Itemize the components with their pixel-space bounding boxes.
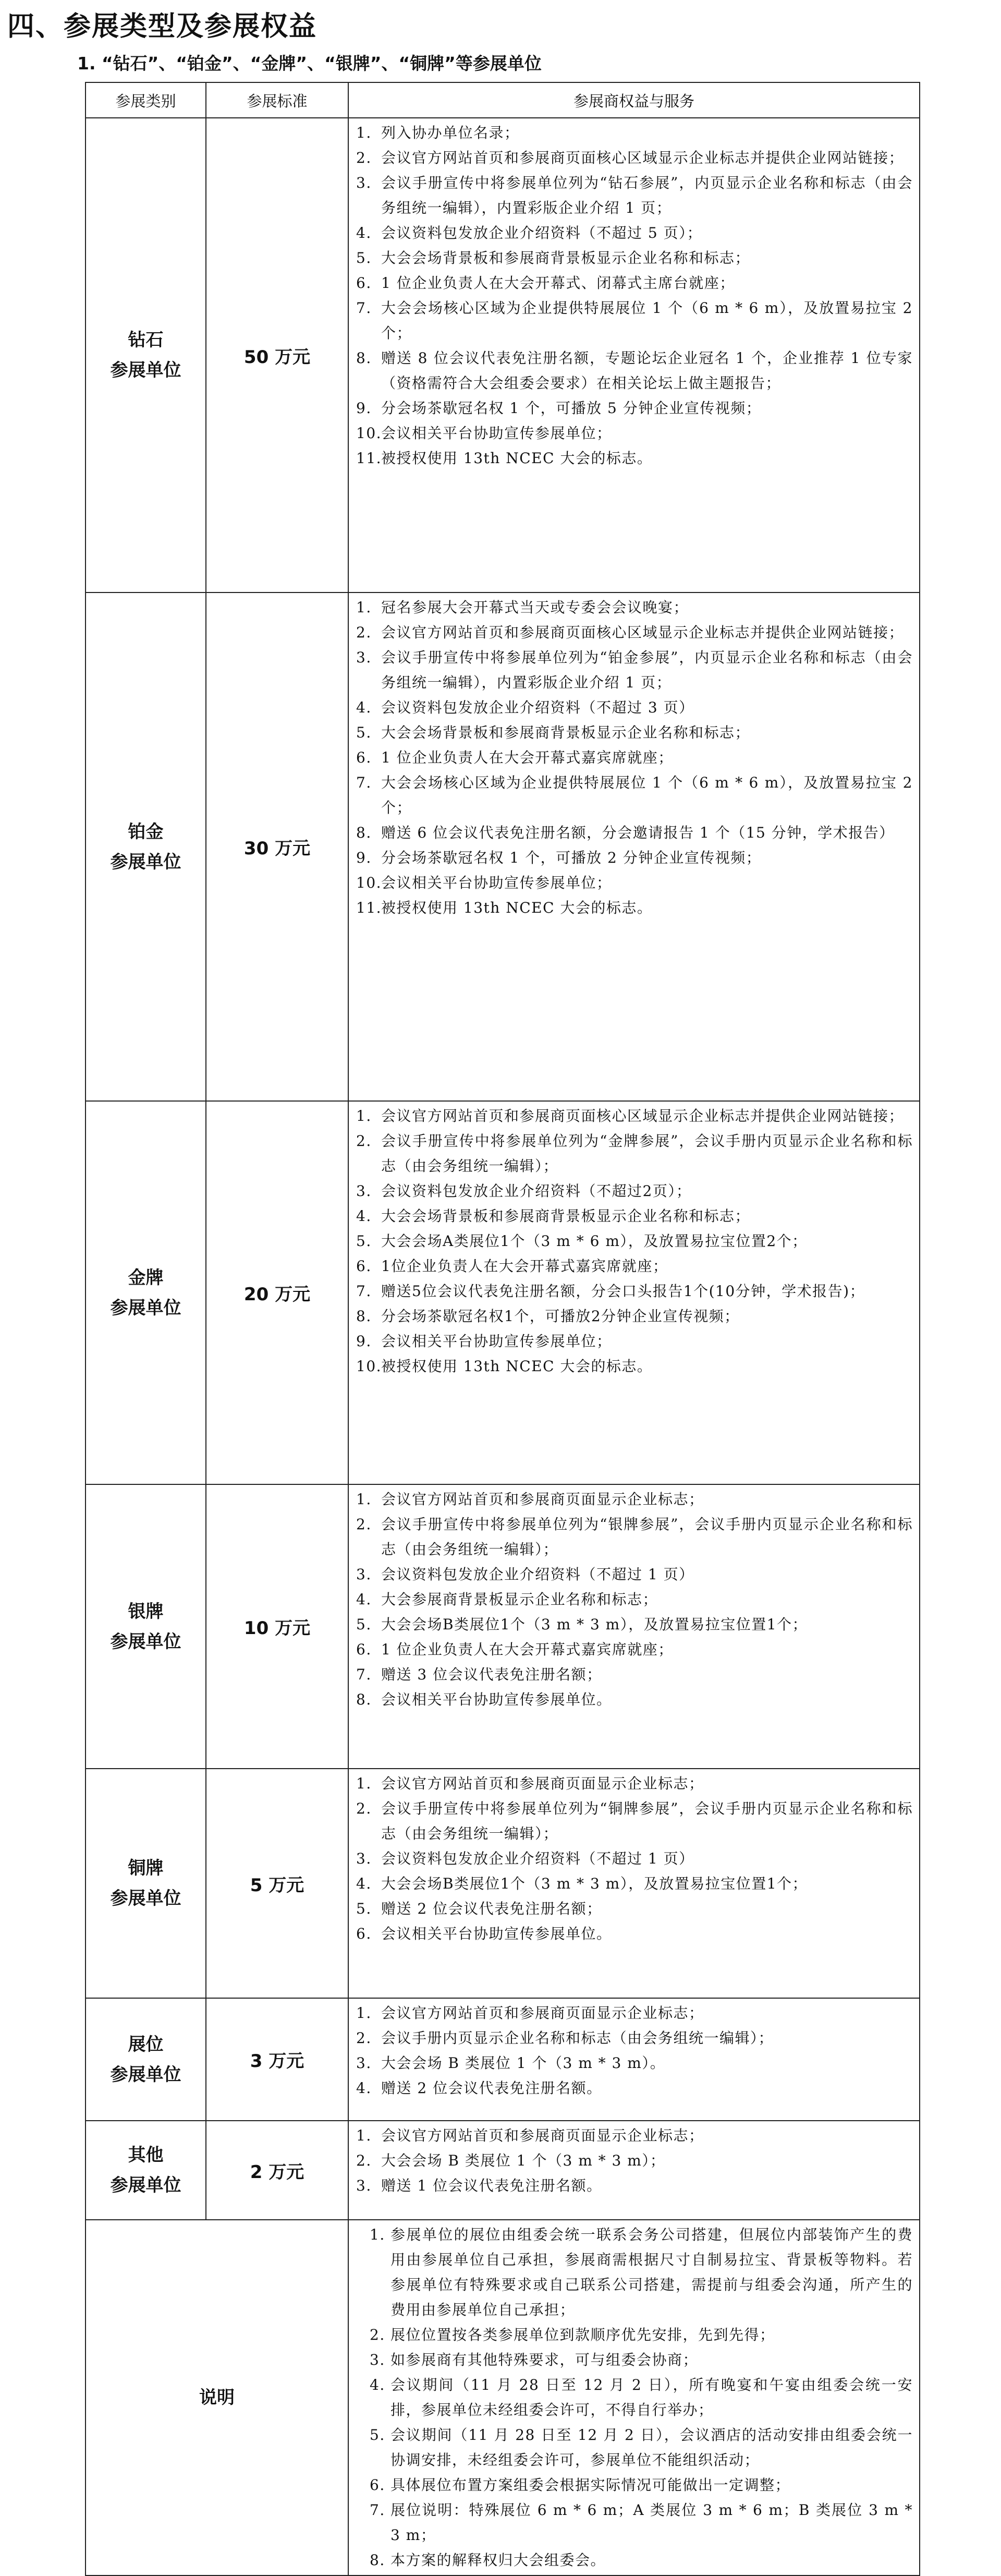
notes-label: 说明 [86,2220,348,2575]
list-item [349,2373,913,2423]
item-number: 8. [356,1308,372,1325]
item-text: 大会会场B类展位1个（3 m * 3 m），及放置易拉宝位置1个； [381,1875,808,1892]
list-item [349,770,913,820]
section-title: 四、参展类型及参展权益 [7,11,318,42]
table-row [86,1769,920,1998]
exhibitor-category [86,2121,206,2220]
item-number: 1. [356,1107,372,1124]
item-number: 1. [356,2127,372,2144]
category-line: 金牌 [128,1267,164,1288]
item-text: 本方案的解释权归大会组委会。 [390,2551,606,2569]
list-item [349,595,913,620]
exhibitor-category [86,118,206,592]
item-number: 2. [356,2152,372,2169]
list-item [349,1179,913,1204]
list-item [349,1279,913,1304]
subsection-title: 1. “钻石”、“铂金”、“金牌”、“银牌”、“铜牌”等参展单位 [77,53,542,74]
item-number: 4. [356,224,372,241]
exhibitor-price: 2 万元 [206,2121,348,2220]
item-text: 展位说明：特殊展位 6 m * 6 m；A 类展位 3 m * 6 m；B 类展位 3 m * 3 m； [390,2501,913,2544]
benefits-cell [348,592,920,1101]
list-item [349,1487,913,1512]
category-line: 铜牌 [128,1858,164,1879]
table-header-row [86,82,920,118]
item-text: 分会场茶歇冠名权 1 个，可播放 5 分钟企业宣传视频； [381,400,762,417]
item-number: 6. [370,2476,385,2494]
item-number: 2. [370,2326,385,2343]
item-number: 2. [356,1800,372,1817]
item-text: 大会会场背景板和参展商背景板显示企业名称和标志； [381,249,751,267]
category-line: 银牌 [128,1601,164,1622]
list-item [349,120,913,146]
item-text: 会议官方网站首页和参展商页面显示企业标志； [381,2004,704,2022]
item-text: 会议相关平台协助宣传参展单位。 [381,1691,612,1708]
item-text: 会议官方网站首页和参展商页面核心区域显示企业标志并提供企业网站链接； [381,624,905,641]
item-text: 会议相关平台协助宣传参展单位。 [381,1925,612,1942]
item-number: 9. [356,400,372,417]
category-line: 参展单位 [110,851,181,873]
item-number: 3. [356,2177,372,2194]
item-text: 赠送 2 位会议代表免注册名额。 [381,2079,602,2097]
list-item [349,2222,913,2323]
list-item [349,1562,913,1587]
list-item [349,171,913,221]
list-item [349,1304,913,1329]
list-item [349,870,913,896]
item-text: 会议手册内页显示企业名称和标志（由会务组统一编辑）； [381,2029,774,2047]
item-text: 1位企业负责人在大会开幕式嘉宾席就座； [381,1257,668,1275]
list-item [349,2548,913,2573]
header-benefits: 参展商权益与服务 [348,82,920,118]
category-line: 参展单位 [110,360,181,381]
category-line: 铂金 [128,821,164,842]
item-text: 会议相关平台协助宣传参展单位； [381,874,612,891]
table-row [86,118,920,592]
list-item [349,2076,913,2101]
list-item [349,2026,913,2051]
item-text: 会议手册宣传中将参展单位列为“银牌参展”，会议手册内页显示企业名称和标志（由会务组统一编辑）； [381,1516,913,1558]
list-item [349,645,913,695]
exhibitor-benefits-table [85,82,920,2576]
item-number: 1. [356,1491,372,1508]
item-number: 1. [356,124,372,141]
list-item [349,396,913,421]
list-item [349,1871,913,1896]
item-number: 11. [356,899,382,916]
item-number: 8. [356,349,372,367]
item-text: 会议期间（11 月 28 日至 12 月 2 日），会议酒店的活动安排由组委会统一协调安排，未经组委会许可，参展单位不能组织活动； [390,2426,913,2469]
list-item [349,2498,913,2548]
benefits-cell [348,2121,920,2220]
item-text: 分会场茶歇冠名权1个，可播放2分钟企业宣传视频； [381,1308,740,1325]
list-item [349,1587,913,1612]
item-text: 列入协办单位名录； [381,124,520,141]
item-text: 会议期间（11 月 28 日至 12 月 2 日），所有晚宴和午宴由组委会统一安排，参展单位未经组委会许可，不得自行举办； [390,2376,913,2418]
item-number: 2. [356,624,372,641]
table-row [86,1998,920,2121]
item-number: 5. [356,1616,372,1633]
item-text: 大会会场A类展位1个（3 m * 6 m），及放置易拉宝位置2个； [381,1232,808,1250]
list-item [349,896,913,921]
item-text: 具体展位布置方案组委会根据实际情况可能做出一定调整； [390,2476,791,2494]
list-item [349,1329,913,1354]
item-number: 7. [356,1666,372,1683]
item-text: 赠送 1 位会议代表免注册名额。 [381,2177,602,2194]
category-line: 钻石 [128,330,164,350]
item-number: 4. [356,1207,372,1225]
item-number: 3. [356,1182,372,1200]
item-number: 10. [356,425,382,442]
item-text: 被授权使用 13th NCEC 大会的标志。 [381,1358,653,1375]
list-item [349,1204,913,1229]
item-number: 5. [370,2426,385,2444]
item-text: 大会会场核心区域为企业提供特展展位 1 个（6 m * 6 m），及放置易拉宝 2 个； [381,299,913,342]
list-item [349,2423,913,2473]
list-item [349,1354,913,1379]
item-number: 8. [356,824,372,841]
item-number: 3. [370,2351,385,2368]
list-item [349,246,913,271]
item-text: 会议资料包发放企业介绍资料（不超过 5 页）； [381,224,703,241]
list-item [349,296,913,346]
exhibitor-price: 50 万元 [206,118,348,592]
list-item [349,620,913,645]
exhibitor-category [86,1484,206,1769]
list-item [349,221,913,246]
header-category: 参展类别 [86,82,206,118]
item-text: 1 位企业负责人在大会开幕式嘉宾席就座； [381,1641,674,1658]
item-number: 3. [356,2054,372,2072]
item-number: 5. [356,1232,372,1250]
item-number: 4. [356,1875,372,1892]
item-text: 会议资料包发放企业介绍资料（不超过 1 页） [381,1850,694,1867]
item-text: 赠送 2 位会议代表免注册名额； [381,1900,602,1917]
list-item [349,1921,913,1946]
item-text: 会议官方网站首页和参展商页面显示企业标志； [381,2127,704,2144]
item-number: 6. [356,749,372,766]
item-text: 参展单位的展位由组委会统一联系会务公司搭建，但展位内部装饰产生的费用由参展单位自己承担，参展商需根据尺寸自制易拉宝、背景板等物料。若参展单位有特殊要求或自己联系公司搭建，需提前与组委会沟通，所产生的费用由参展单位自己承担； [390,2226,913,2318]
item-text: 会议官方网站首页和参展商页面核心区域显示企业标志并提供企业网站链接； [381,149,905,166]
item-text: 被授权使用 13th NCEC 大会的标志。 [381,450,653,467]
exhibitor-category [86,1101,206,1484]
item-number: 10. [356,1358,382,1375]
category-line: 展位 [128,2034,164,2055]
list-item [349,2148,913,2173]
notes-row [86,2220,920,2575]
notes-list [349,2220,919,2575]
item-number: 5. [356,1900,372,1917]
item-text: 分会场茶歇冠名权 1 个，可播放 2 分钟企业宣传视频； [381,849,762,866]
item-text: 会议相关平台协助宣传参展单位； [381,1333,612,1350]
benefits-cell [348,118,920,592]
list-item [349,1846,913,1871]
list-item [349,2323,913,2348]
list-item [349,446,913,471]
item-text: 大会会场B类展位1个（3 m * 3 m），及放置易拉宝位置1个； [381,1616,808,1633]
item-number: 9. [356,849,372,866]
item-number: 6. [356,1925,372,1942]
item-number: 6. [356,1641,372,1658]
benefits-cell [348,1998,920,2121]
benefits-list [349,1999,919,2103]
item-number: 5. [356,249,372,267]
item-number: 1. [356,2004,372,2022]
benefits-cell [348,1769,920,1998]
category-line: 参展单位 [110,2064,181,2085]
benefits-list [349,1102,919,1381]
item-number: 4. [356,699,372,716]
item-number: 1. [370,2226,385,2243]
category-line: 参展单位 [110,1297,181,1319]
item-text: 会议手册宣传中将参展单位列为“钻石参展”，内页显示企业名称和标志（由会务组统一编辑），内置彩版企业介绍 1 页； [381,174,913,216]
list-item [349,1512,913,1562]
item-text: 展位位置按各类参展单位到款顺序优先安排，先到先得； [390,2326,775,2343]
benefits-list [349,118,919,473]
list-item [349,1687,913,1712]
exhibitor-category [86,1998,206,2121]
item-number: 3. [356,174,372,191]
header-standard: 参展标准 [206,82,348,118]
list-item [349,695,913,720]
list-item [349,1129,913,1179]
table-row [86,1101,920,1484]
item-text: 被授权使用 13th NCEC 大会的标志。 [381,899,653,916]
item-number: 10. [356,874,382,891]
exhibitor-price: 3 万元 [206,1998,348,2121]
item-text: 1 位企业负责人在大会开幕式嘉宾席就座； [381,749,674,766]
item-number: 4. [370,2376,385,2393]
benefits-list [349,1485,919,1714]
list-item [349,346,913,396]
item-text: 会议官方网站首页和参展商页面显示企业标志； [381,1491,704,1508]
benefits-list [349,2121,919,2200]
benefits-cell [348,1484,920,1769]
item-text: 赠送 6 位会议代表免注册名额，分会邀请报告 1 个（15 分钟，学术报告） [381,824,895,841]
list-item [349,1662,913,1687]
item-text: 赠送 3 位会议代表免注册名额； [381,1666,602,1683]
exhibitor-price: 30 万元 [206,592,348,1101]
list-item [349,1254,913,1279]
item-text: 会议资料包发放企业介绍资料（不超过 3 页） [381,699,694,716]
list-item [349,146,913,171]
item-text: 会议官方网站首页和参展商页面核心区域显示企业标志并提供企业网站链接； [381,1107,905,1124]
exhibitor-price: 20 万元 [206,1101,348,1484]
list-item [349,2001,913,2026]
list-item [349,2051,913,2076]
table-row [86,592,920,1101]
item-number: 4. [356,2079,372,2097]
notes-cell [348,2220,920,2575]
list-item [349,2473,913,2498]
item-text: 会议资料包发放企业介绍资料（不超过 1 页） [381,1566,694,1583]
list-item [349,1637,913,1662]
item-number: 7. [356,1283,372,1300]
item-text: 大会会场 B 类展位 1 个（3 m * 3 m）。 [381,2054,666,2072]
item-number: 2. [356,149,372,166]
category-line: 参展单位 [110,1888,181,1909]
item-text: 冠名参展大会开幕式当天或专委会会议晚宴； [381,599,689,616]
item-text: 赠送5位会议代表免注册名额，分会口头报告1个(10分钟，学术报告)； [381,1283,865,1300]
exhibitor-price: 10 万元 [206,1484,348,1769]
item-number: 2. [356,1516,372,1533]
category-line: 参展单位 [110,2175,181,2196]
item-text: 大会会场背景板和参展商背景板显示企业名称和标志； [381,1207,751,1225]
benefits-cell [348,1101,920,1484]
list-item [349,1896,913,1921]
exhibitor-category [86,1769,206,1998]
list-item [349,1229,913,1254]
list-item [349,421,913,446]
list-item [349,1612,913,1637]
list-item [349,1771,913,1796]
item-number: 8. [356,1691,372,1708]
list-item [349,845,913,870]
item-text: 会议资料包发放企业介绍资料（不超过2页）； [381,1182,692,1200]
item-text: 赠送 8 位会议代表免注册名额，专题论坛企业冠名 1 个，企业推荐 1 位专家（资格需符合大会组委会要求）在相关论坛上做主题报告； [381,349,913,392]
item-text: 会议手册宣传中将参展单位列为“金牌参展”，会议手册内页显示企业名称和标志（由会务组统一编辑）； [381,1132,913,1175]
list-item [349,2348,913,2373]
item-text: 大会参展商背景板显示企业名称和标志； [381,1591,658,1608]
item-number: 1. [356,1775,372,1792]
item-text: 会议相关平台协助宣传参展单位； [381,425,612,442]
item-number: 7. [356,774,372,791]
exhibitor-price: 5 万元 [206,1769,348,1998]
item-number: 7. [370,2501,385,2519]
item-text: 大会会场背景板和参展商背景板显示企业名称和标志； [381,724,751,741]
item-number: 9. [356,1333,372,1350]
item-text: 1 位企业负责人在大会开幕式、闭幕式主席台就座； [381,274,735,292]
list-item [349,2173,913,2198]
item-number: 2. [356,1132,372,1150]
item-text: 会议手册宣传中将参展单位列为“铜牌参展”，会议手册内页显示企业名称和标志（由会务组统一编辑）； [381,1800,913,1842]
exhibitor-category [86,592,206,1101]
item-number: 4. [356,1591,372,1608]
item-text: 大会会场 B 类展位 1 个（3 m * 3 m）； [381,2152,666,2169]
item-text: 会议手册宣传中将参展单位列为“铂金参展”，内页显示企业名称和标志（由会务组统一编辑），内置彩版企业介绍 1 页； [381,649,913,691]
list-item [349,720,913,745]
list-item [349,271,913,296]
item-number: 6. [356,1257,372,1275]
item-number: 7. [356,299,372,317]
list-item [349,1104,913,1129]
item-number: 2. [356,2029,372,2047]
item-number: 3. [356,1850,372,1867]
table-row [86,2121,920,2220]
benefits-list [349,593,919,923]
item-text: 会议官方网站首页和参展商页面显示企业标志； [381,1775,704,1792]
item-number: 1. [356,599,372,616]
item-number: 11. [356,450,382,467]
category-line: 其他 [128,2145,164,2166]
list-item [349,745,913,770]
list-item [349,2123,913,2148]
table-row [86,1484,920,1769]
item-number: 8. [370,2551,385,2569]
item-text: 如参展商有其他特殊要求，可与组委会协商； [390,2351,699,2368]
list-item [349,1796,913,1846]
item-number: 6. [356,274,372,292]
item-number: 3. [356,1566,372,1583]
item-text: 大会会场核心区域为企业提供特展展位 1 个（6 m * 6 m），及放置易拉宝 2 个； [381,774,913,816]
list-item [349,820,913,845]
item-number: 3. [356,649,372,666]
item-number: 5. [356,724,372,741]
category-line: 参展单位 [110,1631,181,1652]
benefits-list [349,1769,919,1949]
